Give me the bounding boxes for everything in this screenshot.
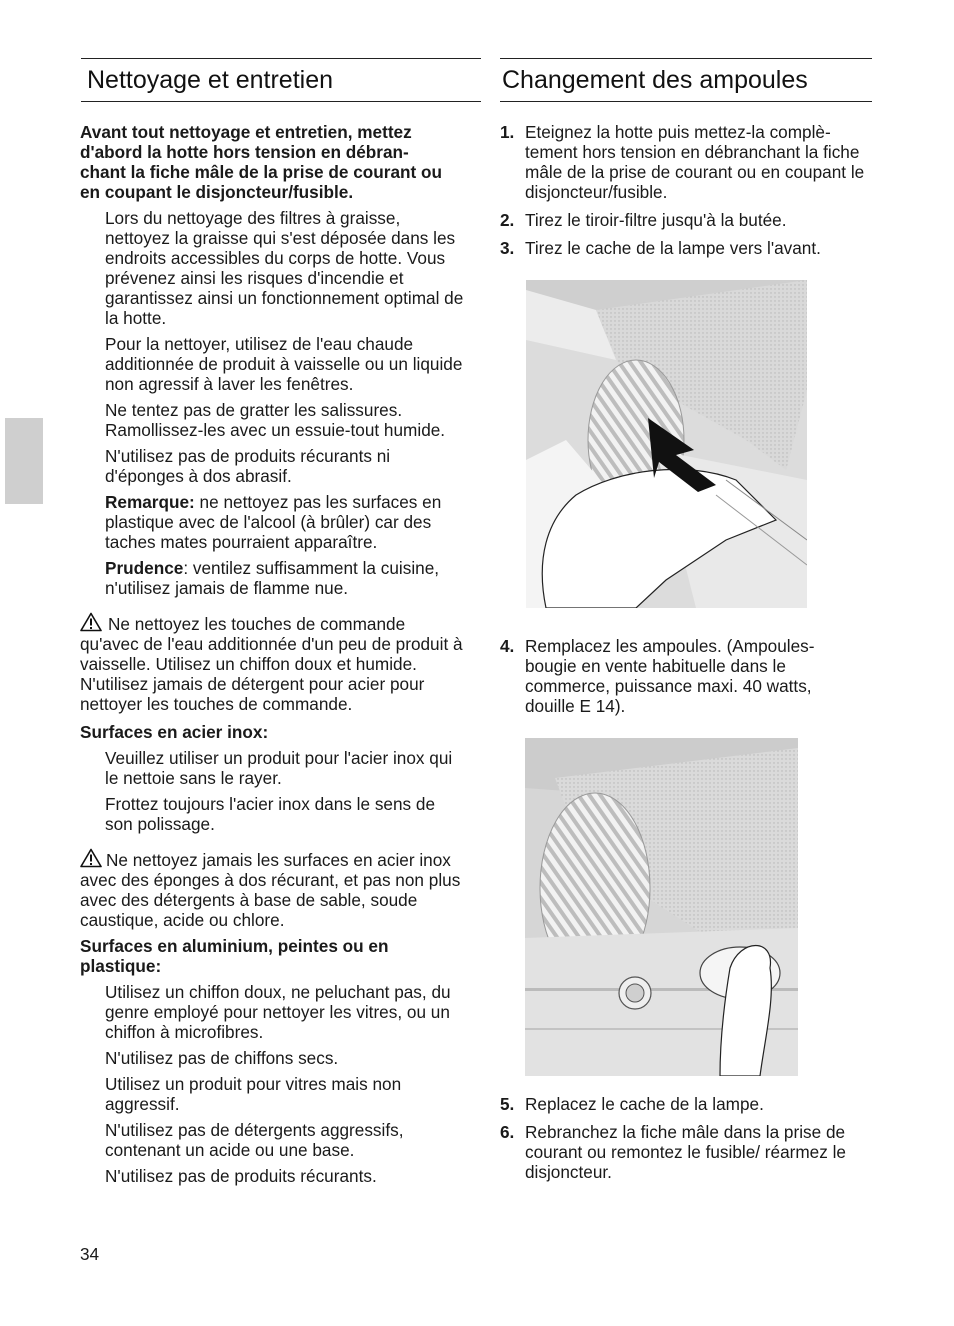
warning-controls-text: Ne nettoyez les touches de commande qu'avec de l'eau additionnée d'un peu de produit à vaisselle. Utilisez un chiffon doux et humide. — [80, 614, 463, 674]
cleaning-section-header — [81, 58, 481, 102]
bulb-steps-top — [500, 122, 872, 258]
step-text: Replacez le cache de la lampe. — [525, 1094, 764, 1114]
bulb-steps-bottom — [500, 1094, 872, 1182]
section-tab-marker — [5, 418, 43, 504]
cleaning-paragraph: Pour la nettoyer, utilisez de l'eau chaude additionnée de produit à vaisselle ou un liquide non agressif à laver les fenêtres. — [105, 334, 463, 394]
step-number: 2. — [500, 210, 515, 230]
warning-triangle-icon — [80, 612, 102, 632]
inox-heading: Surfaces en acier inox: — [80, 722, 269, 742]
step-item — [500, 1094, 872, 1114]
lamp-cover-illustration — [526, 280, 807, 608]
step-number: 5. — [500, 1094, 515, 1114]
step-item — [500, 238, 872, 258]
warning-controls-extra: N'utilisez jamais de détergent pour acier pour nettoyer les touches de commande. — [80, 674, 425, 714]
warning-triangle-icon — [80, 848, 102, 868]
cleaning-title: Nettoyage et entretien — [87, 66, 333, 94]
alu-heading: Surfaces en aluminium, peintes ou en plastique: — [80, 936, 389, 976]
step-number: 4. — [500, 636, 515, 656]
bulb-title: Changement des ampoules — [502, 66, 808, 94]
step-text: Rebranchez la fiche mâle dans la prise de courant ou remontez le fusible/ réarmez le disjoncteur. — [525, 1122, 846, 1182]
cleaning-paragraph: Lors du nettoyage des filtres à graisse, nettoyez la graisse qui s'est déposée dans les endroits accessibles du corps de hotte. Vous prévenez ainsi les risques d'incendie et garantissez ainsi un fonctionnement optimal de la hotte. — [105, 208, 464, 328]
alu-item: N'utilisez pas de produits récurants. — [105, 1166, 377, 1186]
prudence-note — [105, 558, 465, 598]
step-number: 6. — [500, 1122, 515, 1142]
warning-inox-text: Ne nettoyez jamais les surfaces en acier inox avec des éponges à dos récurant, et pas non plus avec des détergents à base de sable, soude caustique, acide ou chlore. — [80, 850, 461, 930]
step-number: 3. — [500, 238, 515, 258]
bulb-section-header — [500, 58, 872, 102]
inox-item: Frottez toujours l'acier inox dans le sens de son polissage. — [105, 794, 436, 834]
alu-item: N'utilisez pas de détergents aggressifs, contenant un acide ou une base. — [105, 1120, 404, 1160]
step-item — [500, 210, 872, 230]
warning-inox — [80, 848, 465, 930]
step-text: Tirez le tiroir-filtre jusqu'à la butée. — [525, 210, 787, 230]
remarque-text: ne nettoyez pas les surfaces en plastique avec de l'alcool (à brûler) car des taches mates pourraient apparaître. — [105, 492, 442, 552]
cleaning-paragraph: Ne tentez pas de gratter les salissures. Ramollissez-les avec un essuie-tout humide. — [105, 400, 446, 440]
step-item — [500, 122, 872, 202]
step-text: Tirez le cache de la lampe vers l'avant. — [525, 238, 821, 258]
prudence-label: Prudence — [105, 558, 184, 578]
step-item — [500, 636, 872, 716]
step-item — [500, 1122, 872, 1182]
prudence-text: : ventilez suffisamment la cuisine, n'utilisez jamais de flamme nue. — [105, 558, 440, 598]
alu-item: N'utilisez pas de chiffons secs. — [105, 1048, 339, 1068]
remarque-note — [105, 492, 465, 552]
cleaning-content — [80, 122, 465, 1186]
warning-controls — [80, 612, 465, 674]
alu-item: Utilisez un produit pour vitres mais non aggressif. — [105, 1074, 402, 1114]
step-text: Remplacez les ampoules. (Ampoules-bougie en vente habituelle dans le commerce, puissance maxi. 40 watts, douille E 14). — [525, 636, 815, 716]
safety-intro: Avant tout nettoyage et entretien, mettez d'abord la hotte hors tension en débran-chant la fiche mâle de la prise de courant ou en coupant le disjoncteur/fusible. — [80, 122, 442, 202]
cleaning-paragraph: N'utilisez pas de produits récurants ni d'éponges à dos abrasif. — [105, 446, 391, 486]
bulb-replacement-illustration — [525, 738, 798, 1076]
page-number: 34 — [80, 1244, 100, 1264]
alu-item: Utilisez un chiffon doux, ne peluchant pas, du genre employé pour nettoyer les vitres, ou un chiffon à microfibres. — [105, 982, 451, 1042]
step-text: Eteignez la hotte puis mettez-la complè-tement hors tension en débranchant la fiche mâle de la prise de courant ou en coupant le disjoncteur/fusible. — [525, 122, 865, 202]
inox-item: Veuillez utiliser un produit pour l'acier inox qui le nettoie sans le rayer. — [105, 748, 453, 788]
remarque-label: Remarque: — [105, 492, 195, 512]
step-number: 1. — [500, 122, 515, 142]
